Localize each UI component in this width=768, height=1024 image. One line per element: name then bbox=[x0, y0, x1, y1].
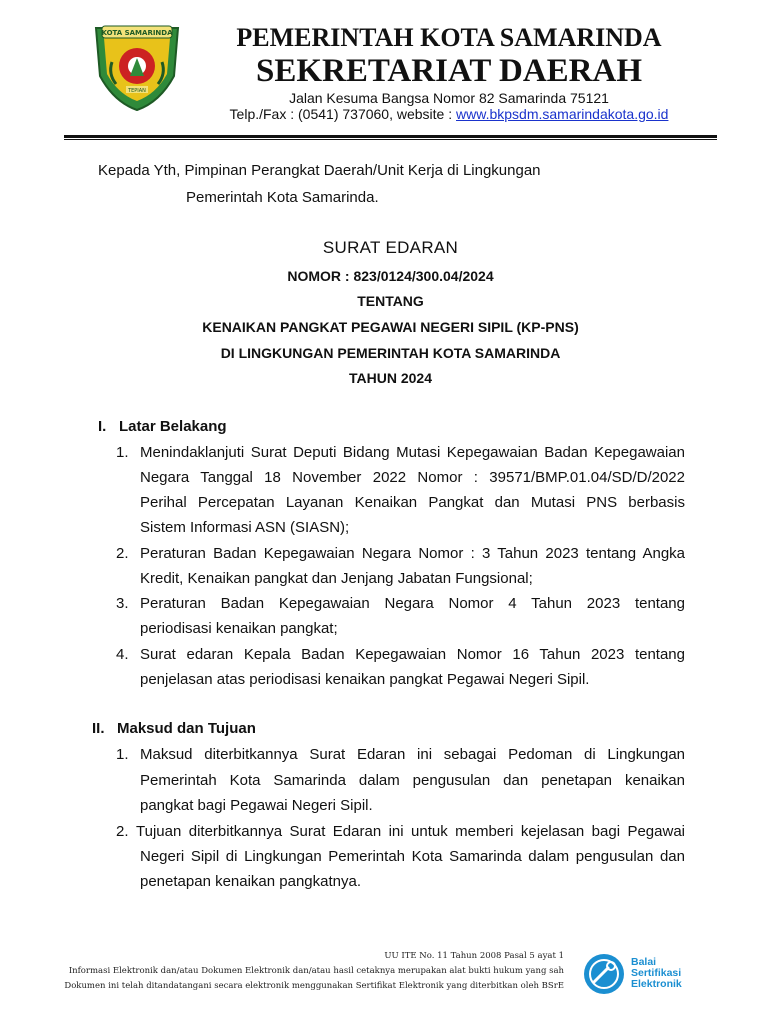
kota-samarinda-emblem bbox=[82, 14, 192, 114]
list-item-number: 4. bbox=[116, 646, 129, 663]
website-link[interactable]: www.bkpsdm.samarindakota.go.id bbox=[456, 106, 669, 122]
list-item-line: Menindaklanjuti Surat Deputi Bidang Mutasi Kepegawaian Badan Kepegawaian bbox=[140, 444, 685, 461]
bsre-logo-icon bbox=[582, 952, 626, 996]
list-item-line: Perihal Percepatan Layanan Kenaikan Pangkat dan Mutasi PNS berbasis bbox=[140, 494, 685, 511]
list-item-line: Pemerintah Kota Samarinda dalam pengusulan dan penetapan kenaikan bbox=[140, 772, 685, 789]
bsre-label-3: Elektronik bbox=[631, 978, 682, 990]
subject-line-1: KENAIKAN PANGKAT PEGAWAI NEGERI SIPIL (KP-PNS) bbox=[202, 319, 579, 335]
bsre-label-1: Balai bbox=[631, 956, 657, 968]
section-2-numeral: II. bbox=[92, 720, 105, 737]
document-title: SURAT EDARAN bbox=[322, 238, 459, 257]
list-item-line: pangkat bagi Pegawai Negeri Sipil. bbox=[140, 797, 373, 814]
list-item-number: 2. bbox=[116, 823, 129, 840]
list-item-line: Peraturan Badan Kepegawaian Negara Nomor 4 Tahun 2023 tentang bbox=[140, 595, 685, 612]
contact-phone: Telp./Fax : (0541) 737060, website : bbox=[229, 106, 457, 122]
list-item-line: Kredit, Kenaikan pangkat dan Jenjang Jabatan Fungsional; bbox=[140, 570, 533, 587]
list-item-line: penjelasan atas periodisasi kenaikan pangkat Pegawai Negeri Sipil. bbox=[140, 671, 590, 688]
recipient-line-2: Pemerintah Kota Samarinda. bbox=[186, 189, 379, 206]
footer-note-1: Informasi Elektronik dan/atau Dokumen Elektronik dan/atau hasil cetaknya merupakan alat bukti hukum yang sah bbox=[68, 966, 564, 976]
list-item-line: Tujuan diterbitkannya Surat Edaran ini untuk memberi kejelasan bagi Pegawai bbox=[136, 823, 685, 840]
list-item-number: 1. bbox=[116, 746, 129, 763]
letterhead-government: PEMERINTAH KOTA SAMARINDA bbox=[236, 23, 662, 52]
letterhead-contact bbox=[214, 106, 684, 122]
list-item-line: Sistem Informasi ASN (SIASN); bbox=[140, 519, 350, 536]
letterhead-address: Jalan Kesuma Bangsa Nomor 82 Samarinda 75121 bbox=[289, 90, 609, 106]
list-item-line: Peraturan Badan Kepegawaian Negara Nomor : 3 Tahun 2023 tentang Angka bbox=[140, 545, 685, 562]
letterhead-rule-thick bbox=[64, 135, 717, 138]
footer-note-2: Dokumen ini telah ditandatangani secara elektronik menggunakan Sertifikat Elektronik yang diterbitkan oleh BSrE bbox=[64, 981, 564, 991]
section-1-numeral: I. bbox=[98, 418, 107, 435]
recipient-line-1: Kepada Yth, Pimpinan Perangkat Daerah/Unit Kerja di Lingkungan bbox=[98, 162, 541, 179]
section-2-title: Maksud dan Tujuan bbox=[117, 720, 256, 737]
list-item-line: periodisasi kenaikan pangkat; bbox=[140, 620, 338, 637]
list-item-line: Negeri Sipil di Lingkungan Pemerintah Kota Samarinda dalam pengusulan dan bbox=[140, 848, 685, 865]
list-item-line: Maksud diterbitkannya Surat Edaran ini sebagai Pedoman di Lingkungan bbox=[140, 746, 685, 763]
list-item-number: 3. bbox=[116, 595, 129, 612]
subject-year: TAHUN 2024 bbox=[349, 370, 432, 386]
letterhead-office: SEKRETARIAT DAERAH bbox=[256, 53, 642, 89]
list-item-line: Surat edaran Kepala Badan Kepegawaian Nomor 16 Tahun 2023 tentang bbox=[140, 646, 685, 663]
document-number: NOMOR : 823/0124/300.04/2024 bbox=[287, 268, 494, 284]
bsre-label-2: Sertifikasi bbox=[631, 967, 682, 979]
letterhead-rule-thin bbox=[64, 139, 717, 140]
tentang-label: TENTANG bbox=[357, 293, 424, 309]
subject-line-2: DI LINGKUNGAN PEMERINTAH KOTA SAMARINDA bbox=[220, 345, 561, 361]
list-item-number: 2. bbox=[116, 545, 129, 562]
list-item-line: penetapan kenaikan pangkatnya. bbox=[140, 873, 362, 890]
footer-law: UU ITE No. 11 Tahun 2008 Pasal 5 ayat 1 bbox=[384, 951, 564, 961]
list-item-line: Negara Tanggal 18 November 2022 Nomor : 39571/BMP.01.04/SD/D/2022 bbox=[140, 469, 685, 486]
section-1-title: Latar Belakang bbox=[119, 418, 227, 435]
logo-text: KOTA SAMARINDA bbox=[101, 29, 173, 37]
list-item-number: 1. bbox=[116, 444, 129, 461]
logo-ribbon-text: TEPIAN bbox=[128, 88, 146, 94]
